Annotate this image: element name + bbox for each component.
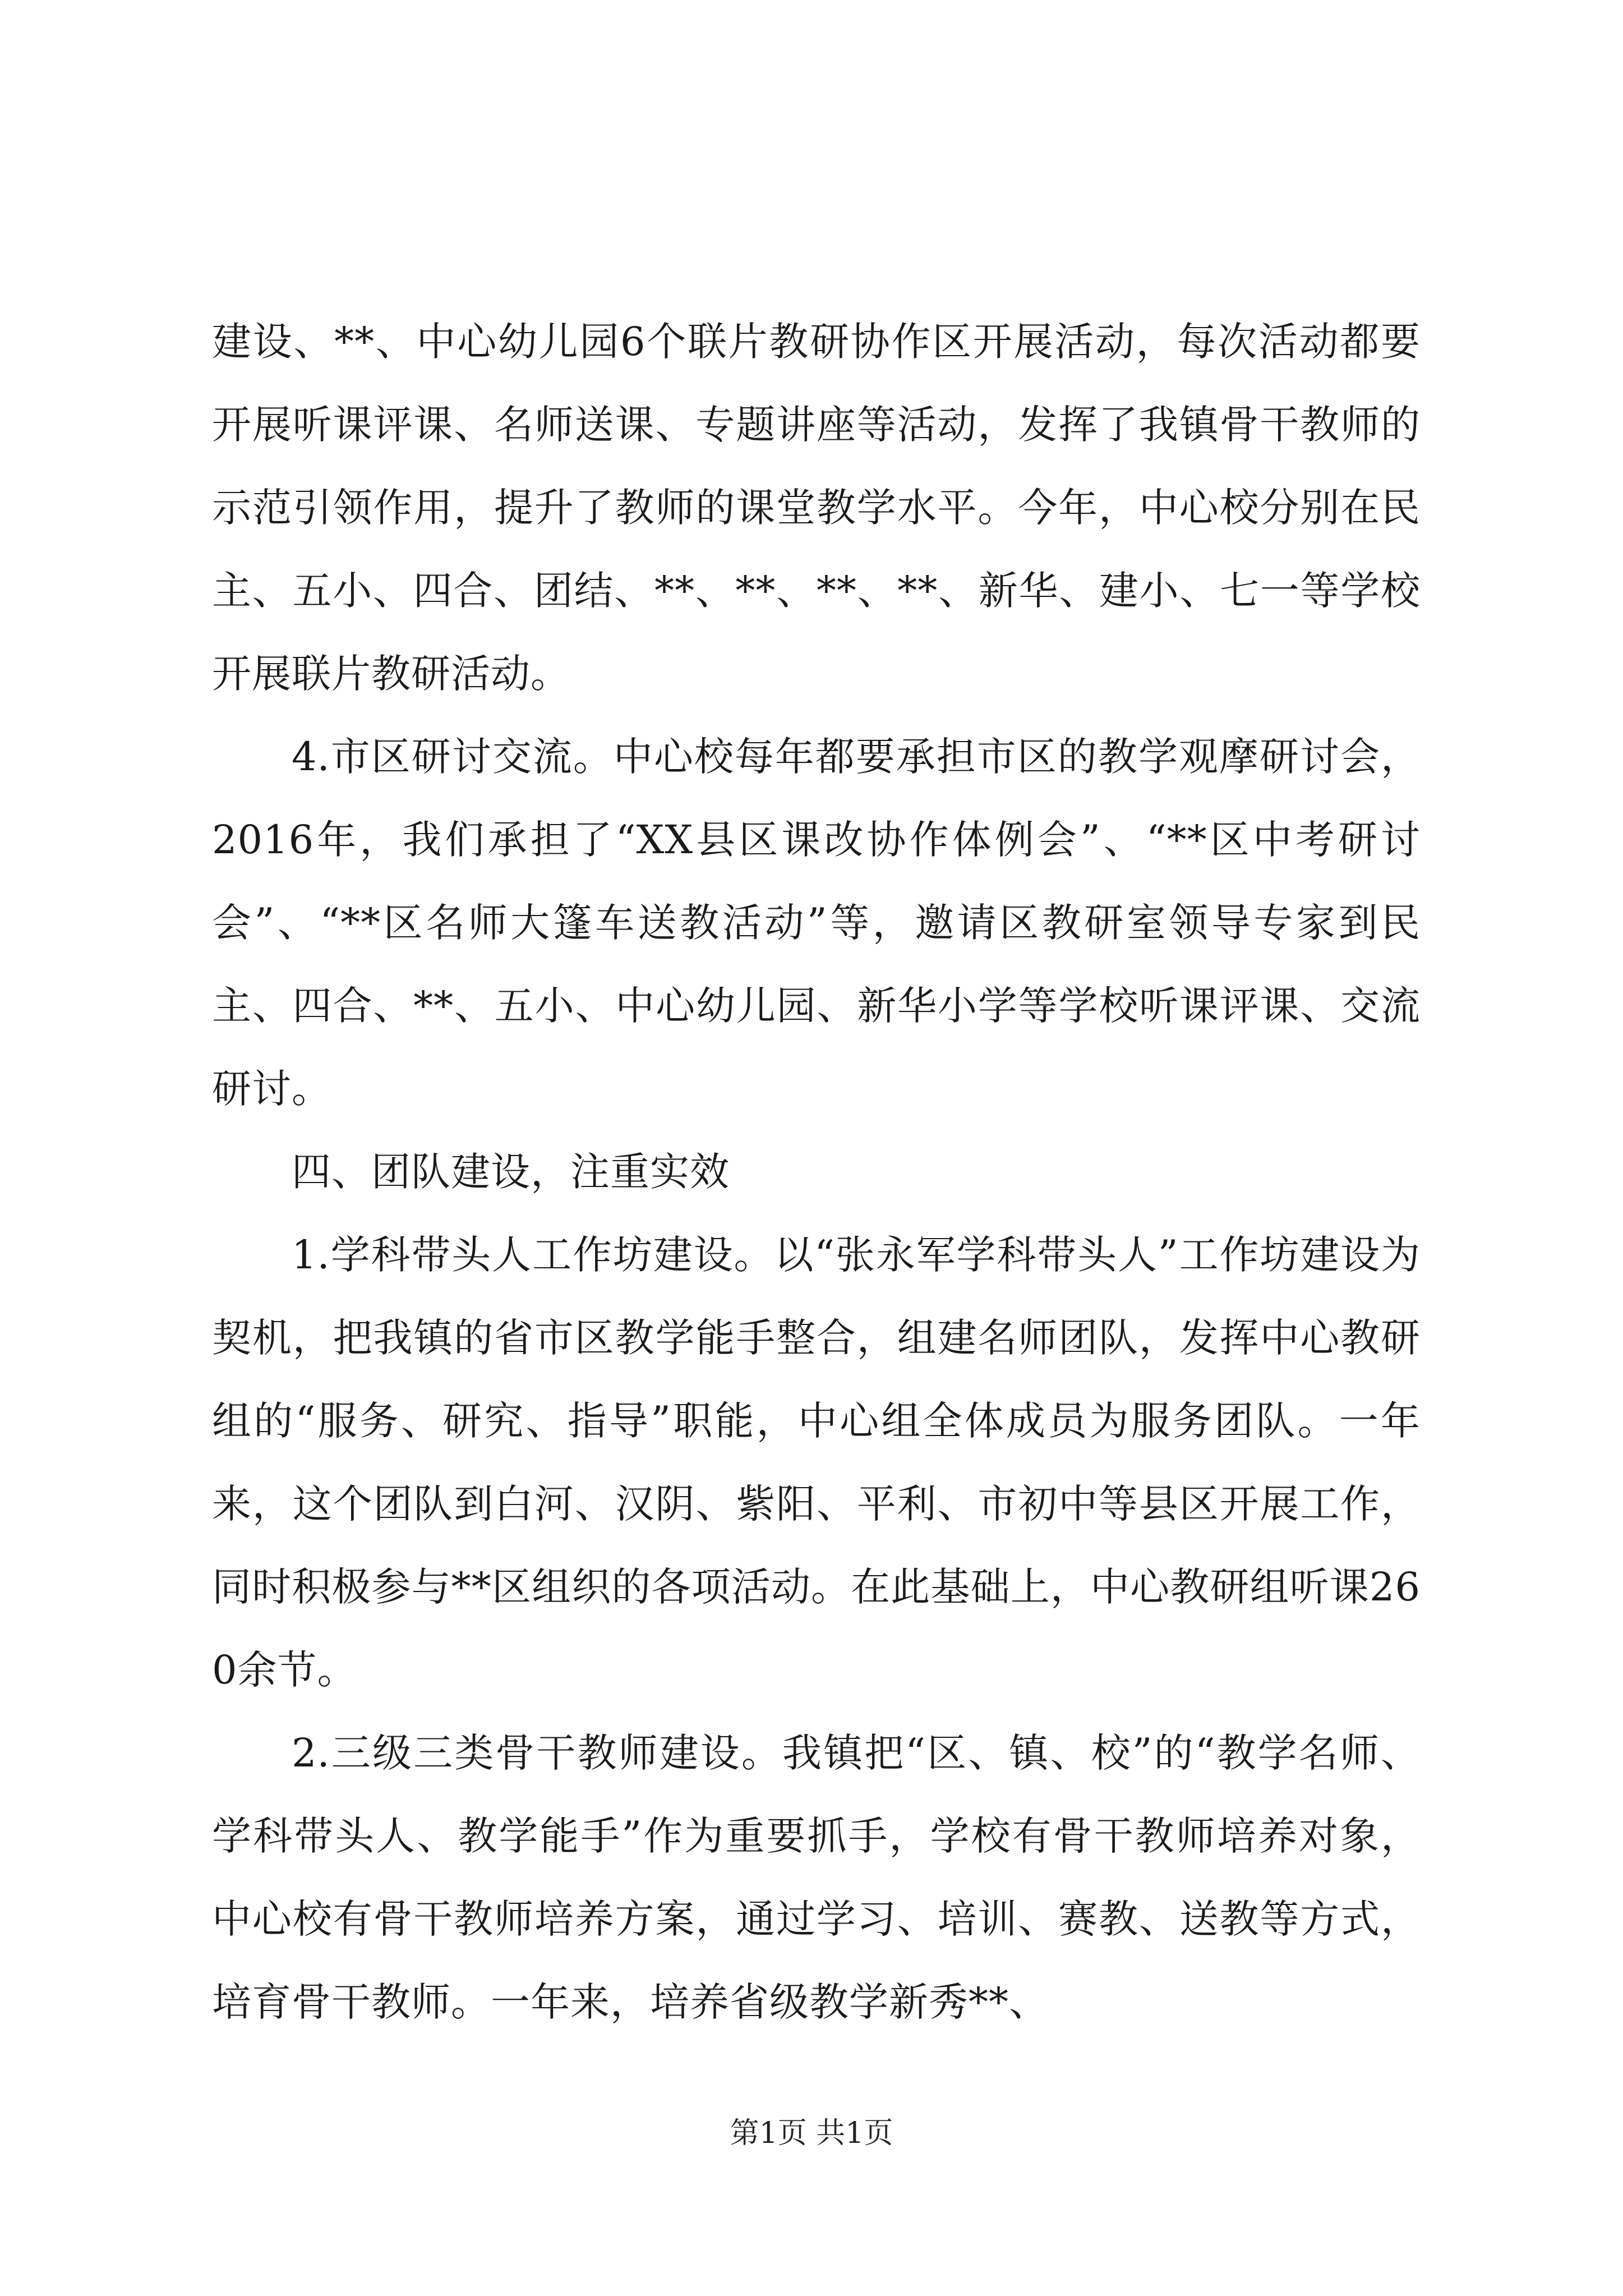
- section-heading: 四、团队建设，注重实效: [292, 1149, 730, 1195]
- paragraph-4: 2.三级三类骨干教师建设。我镇把“区、镇、校”的“教学名师、学科带头人、教学能手”作为重要抓手，学校有骨干教师培养对象，中心校有骨干教师培养方案，通过学习、培训、赛教、送教等方式，培育骨干教师。一年来，培养省级教学新秀**、: [212, 1730, 1421, 2025]
- paragraph-3: 1.学科带头人工作坊建设。以“张永军学科带头人”工作坊建设为契机，把我镇的省市区教学能手整合，组建名师团队，发挥中心教研组的“服务、研究、指导”职能，中心组全体成员为服务团队。一年来，这个团队到白河、汉阴、紫阳、平利、市初中等县区开展工作，同时积极参与**区组织的各项活动。在此基础上，中心教研组听课260余节。: [212, 1232, 1421, 1693]
- paragraph-2: 4.市区研讨交流。中心校每年都要承担市区的教学观摩研讨会，2016年，我们承担了“XX县区课改协作体例会”、“**区中考研讨会”、“**区名师大篷车送教活动”等，邀请区教研室领导专家到民主、四合、**、五小、中心幼儿园、新华小学等学校听课评课、交流研讨。: [212, 734, 1421, 1112]
- document-body: [212, 300, 1421, 2044]
- page-footer: 第1页 共1页: [730, 2116, 893, 2150]
- paragraph-1: 建设、**、中心幼儿园6个联片教研协作区开展活动，每次活动都要开展听课评课、名师送课、专题讲座等活动，发挥了我镇骨干教师的示范引领作用，提升了教师的课堂教学水平。今年，中心校分别在民主、五小、四合、团结、**、**、**、**、新华、建小、七一等学校开展联片教研活动。: [212, 319, 1421, 697]
